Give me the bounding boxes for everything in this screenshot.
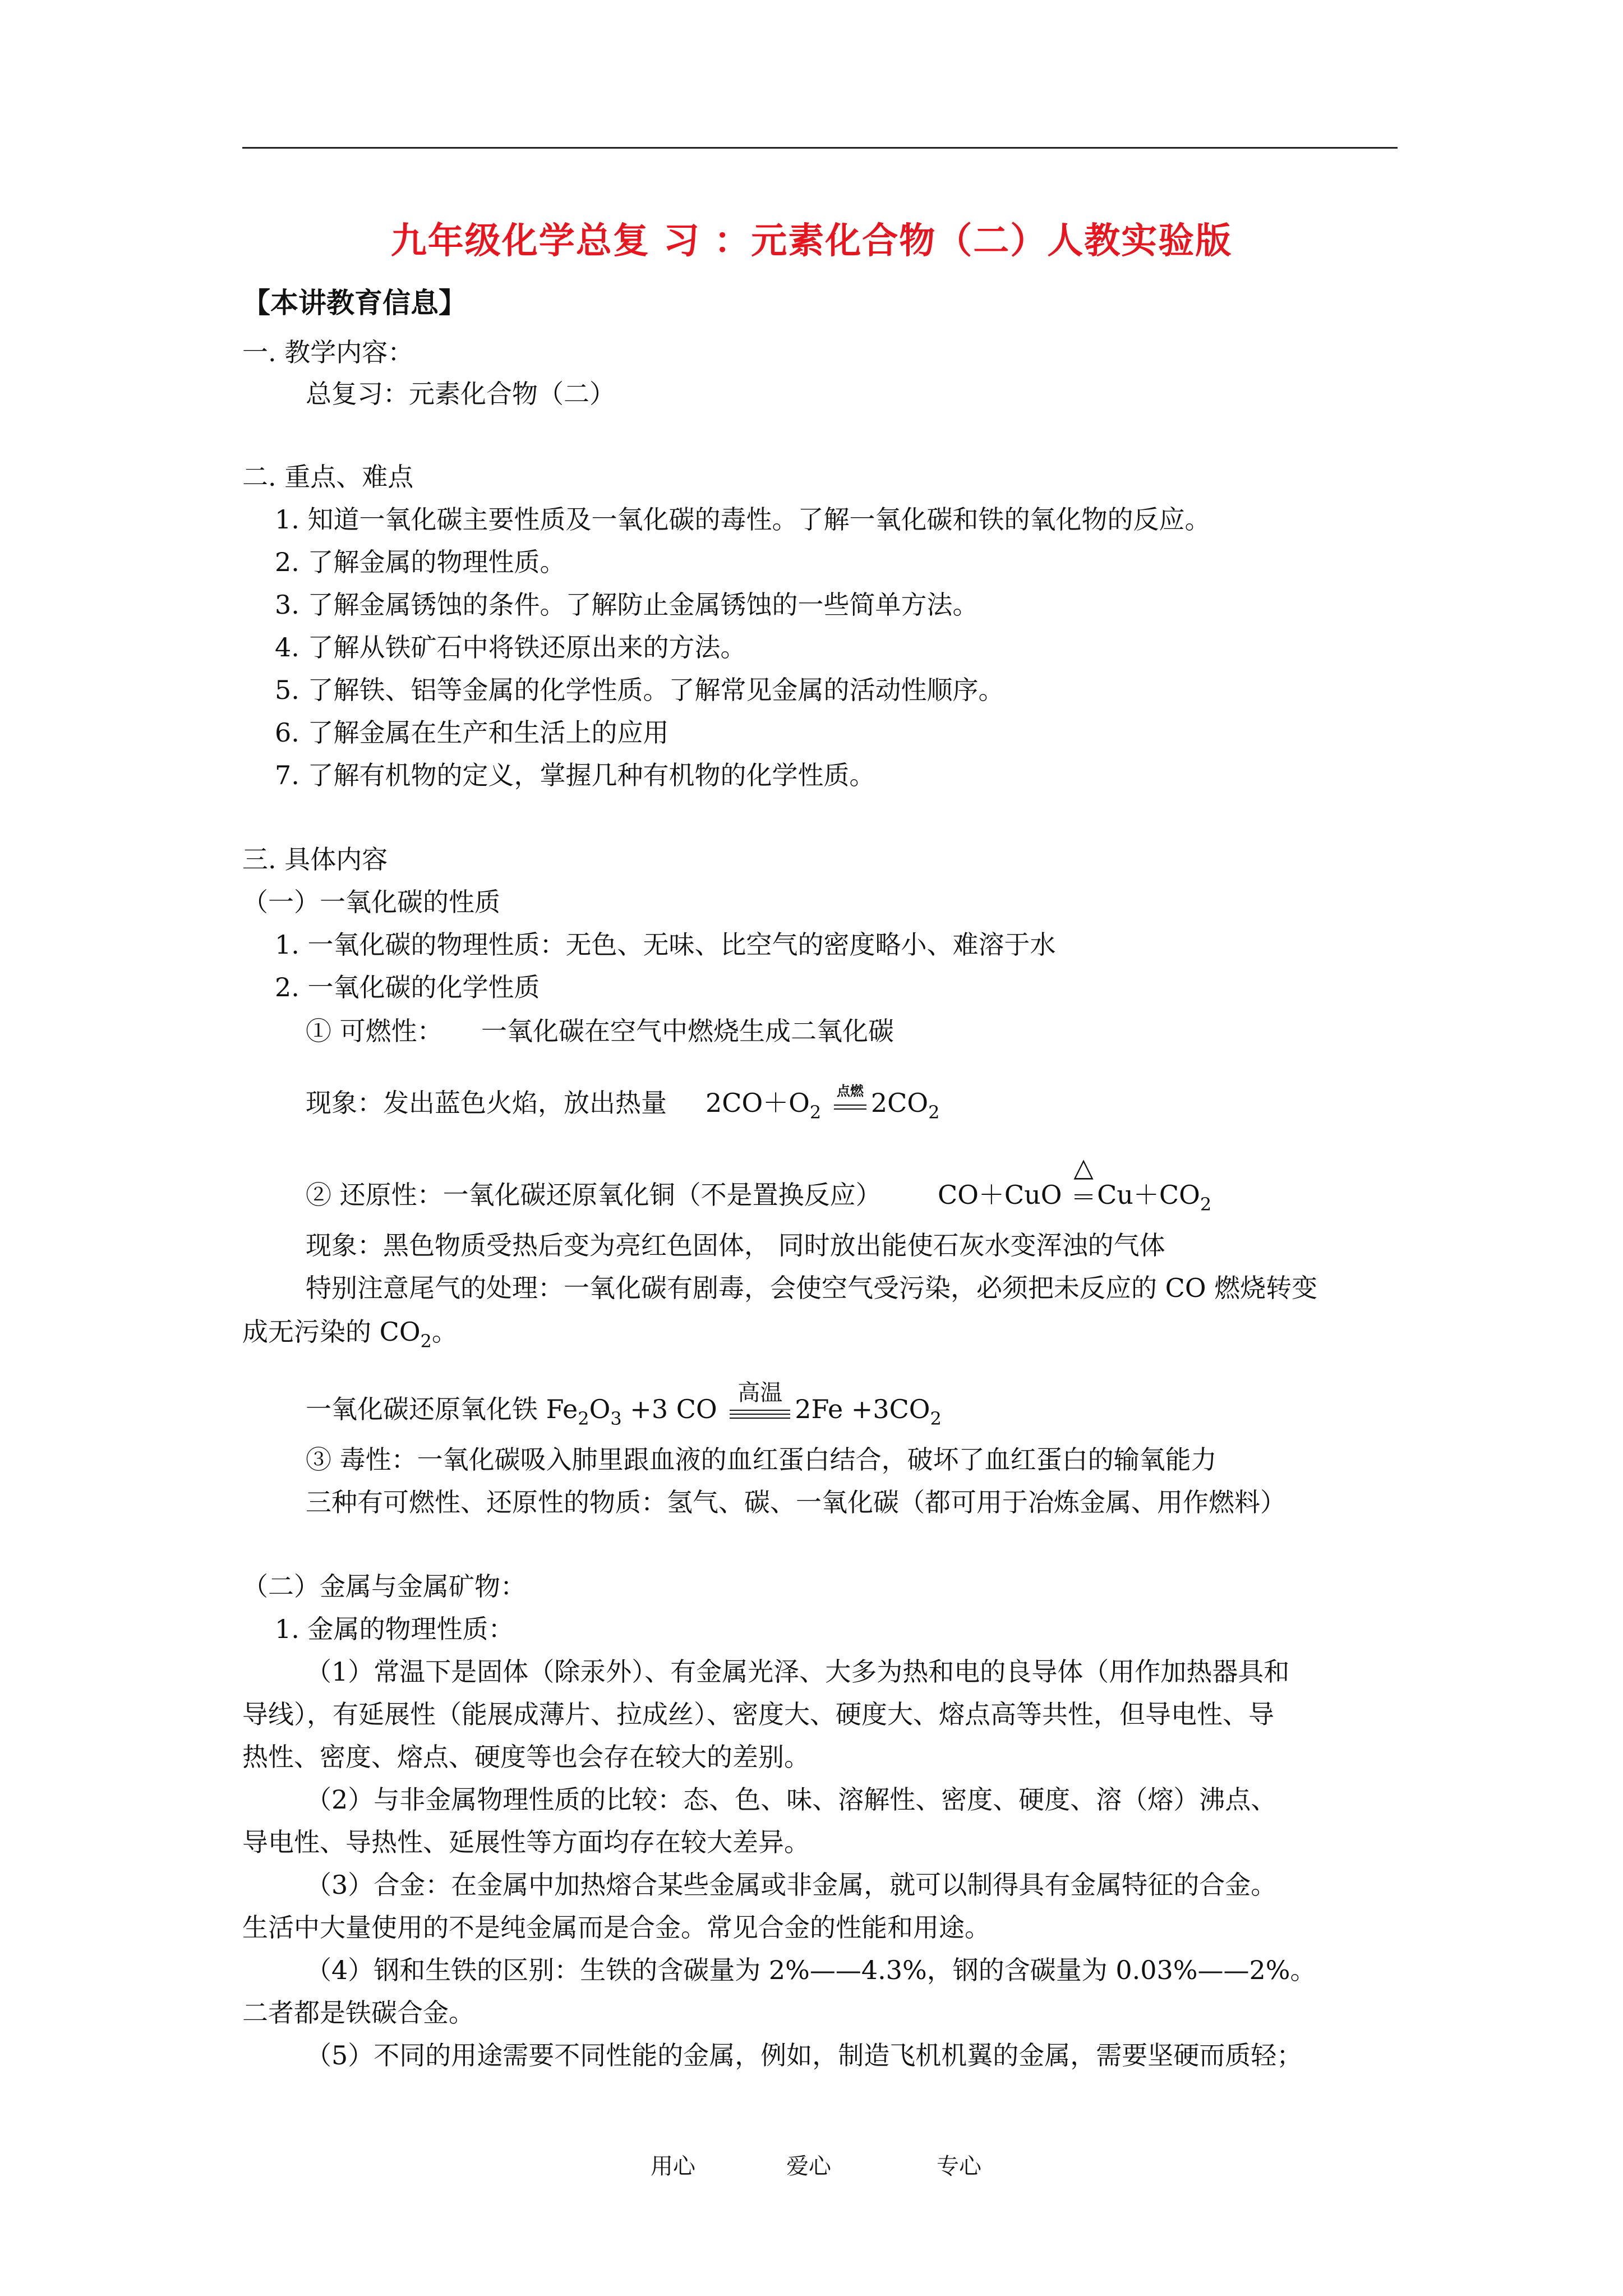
- part-2-heading: （二）金属与金属矿物：: [242, 1571, 526, 1602]
- eq1-left-subscript: 2: [809, 1102, 822, 1123]
- eq1-condition-text: 点燃: [836, 1083, 864, 1099]
- three-reducing-substances: 三种有可燃性、还原性的物质：氢气、碳、一氧化碳（都可用于冶炼金属、用作燃料）: [306, 1487, 1286, 1517]
- metal-para-1-line-2: 导线），有延展性（能展成薄片、拉成丝）、密度大、硬度大、熔点高等共性，但导电性、导: [242, 1699, 1274, 1729]
- part-1-heading: （一）一氧化碳的性质: [242, 887, 500, 917]
- exhaust-note-line-2: 成无污染的 $CO_2$。: [242, 1317, 458, 1352]
- metal-para-3-line-2: 生活中大量使用的不是纯金属而是合金。常见合金的性能和用途。: [242, 1912, 990, 1943]
- iron-oxide-text: 一氧化碳还原氧化铁: [306, 1394, 538, 1424]
- key-point-7: 7. 了解有机物的定义，掌握几种有机物的化学性质。: [275, 760, 875, 790]
- section-header: 【本讲教育信息】: [242, 286, 467, 319]
- metal-para-1-line-1: （1）常温下是固体（除汞外）、有金属光泽、大多为热和电的良导体（用作加热器具和: [306, 1657, 1290, 1687]
- key-point-1: 1. 知道一氧化碳主要性质及一氧化碳的毒性。了解一氧化碳和铁的氧化物的反应。: [275, 504, 1211, 535]
- metal-physical-properties: 1. 金属的物理性质：: [275, 1614, 514, 1644]
- metal-para-2-line-2: 导电性、导热性、延展性等方面均存在较大差异。: [242, 1827, 810, 1857]
- eq1-left: 2CO＋O: [706, 1088, 810, 1118]
- combustibility-text: 一氧化碳在空气中燃烧生成二氧化碳: [481, 1016, 894, 1046]
- key-point-4: 4. 了解从铁矿石中将铁还原出来的方法。: [275, 632, 746, 662]
- eq2-condition: [1071, 1152, 1096, 1214]
- section-1-content: 总复习：元素化合物（二）: [306, 379, 615, 409]
- footer-text-1: 用心: [651, 2154, 695, 2179]
- co-physical-properties: 1. 一氧化碳的物理性质：无色、无味、比空气的密度略小、难溶于水: [275, 930, 1056, 960]
- key-point-5: 5. 了解铁、铝等金属的化学性质。了解常见金属的活动性顺序。: [275, 675, 1004, 705]
- metal-para-4-line-2: 二者都是铁碳合金。: [242, 1998, 474, 2028]
- metal-para-1-line-3: 热性、密度、熔点、硬度等也会存在较大的差别。: [242, 1742, 810, 1772]
- exhaust-note-line-1: 特别注意尾气的处理：一氧化碳有剧毒，会使空气受污染，必须把未反应的 CO 燃烧转变: [306, 1273, 1318, 1303]
- eq2-right-subscript: 2: [1200, 1194, 1212, 1215]
- section-3-heading: 三. 具体内容: [242, 844, 388, 875]
- footer-text-3: 专心: [937, 2154, 981, 2179]
- combustibility-label: ① 可燃性：: [306, 1016, 443, 1046]
- equation-co-combustion: [706, 1083, 940, 1123]
- eq1-condition: [832, 1083, 869, 1122]
- page-title: 九年级化学总复 习 ：元素化合物（二）人教实验版: [390, 220, 1233, 262]
- metal-para-4-line-1: （4）钢和生铁的区别：生铁的含碳量为 2%——4.3%，钢的含碳量为 0.03%——2%。: [306, 1955, 1316, 1985]
- eq3-condition-text: 高温: [737, 1380, 783, 1406]
- combustion-phenomenon: 现象：发出蓝色火焰，放出热量: [306, 1088, 667, 1118]
- reducibility-text: ② 还原性：一氧化碳还原氧化铜（不是置换反应）: [306, 1180, 882, 1210]
- header-rule: [242, 147, 1398, 149]
- metal-para-2-line-1: （2）与非金属物理性质的比较：态、色、味、溶解性、密度、硬度、溶（熔）沸点、: [306, 1784, 1277, 1815]
- eq3-condition: [726, 1380, 794, 1429]
- toxicity-text: ③ 毒性：一氧化碳吸入肺里跟血液的血红蛋白结合，破坏了血红蛋白的输氧能力: [306, 1444, 1217, 1475]
- iron-oxide-reduction: 一氧化碳还原氧化铁 $Fe_2O_3 +3$ CO 高温 $2Fe +3CO_2$: [306, 1392, 942, 1429]
- equation-co-cuo: [938, 1152, 1212, 1215]
- eq1-right-subscript: 2: [928, 1102, 940, 1123]
- key-point-2: 2. 了解金属的物理性质。: [275, 547, 566, 577]
- section-2-heading: 二. 重点、难点: [242, 462, 414, 492]
- eq1-right: 2CO: [870, 1088, 929, 1118]
- metal-para-3-line-1: （3）合金：在金属中加热熔合某些金属或非金属，就可以制得具有金属特征的合金。: [306, 1870, 1277, 1900]
- eq2-condition-text: △: [1073, 1152, 1094, 1182]
- footer-text-2: 爱心: [786, 2154, 831, 2179]
- eq2-right: Cu＋CO: [1097, 1180, 1200, 1210]
- co-chemical-properties: 2. 一氧化碳的化学性质: [275, 972, 540, 1002]
- key-point-3: 3. 了解金属锈蚀的条件。了解防止金属锈蚀的一些简单方法。: [275, 590, 979, 620]
- reduction-phenomenon: 现象：黑色物质受热后变为亮红色固体， 同时放出能使石灰水变浑浊的气体: [306, 1230, 1165, 1260]
- eq2-left: CO＋CuO: [938, 1180, 1062, 1210]
- metal-para-5-line-1: （5）不同的用途需要不同性能的金属，例如，制造飞机机翼的金属，需要坚硬而质轻；: [306, 2040, 1303, 2070]
- section-1-heading: 一. 教学内容：: [242, 337, 414, 367]
- key-point-6: 6. 了解金属在生产和生活上的应用: [275, 717, 669, 748]
